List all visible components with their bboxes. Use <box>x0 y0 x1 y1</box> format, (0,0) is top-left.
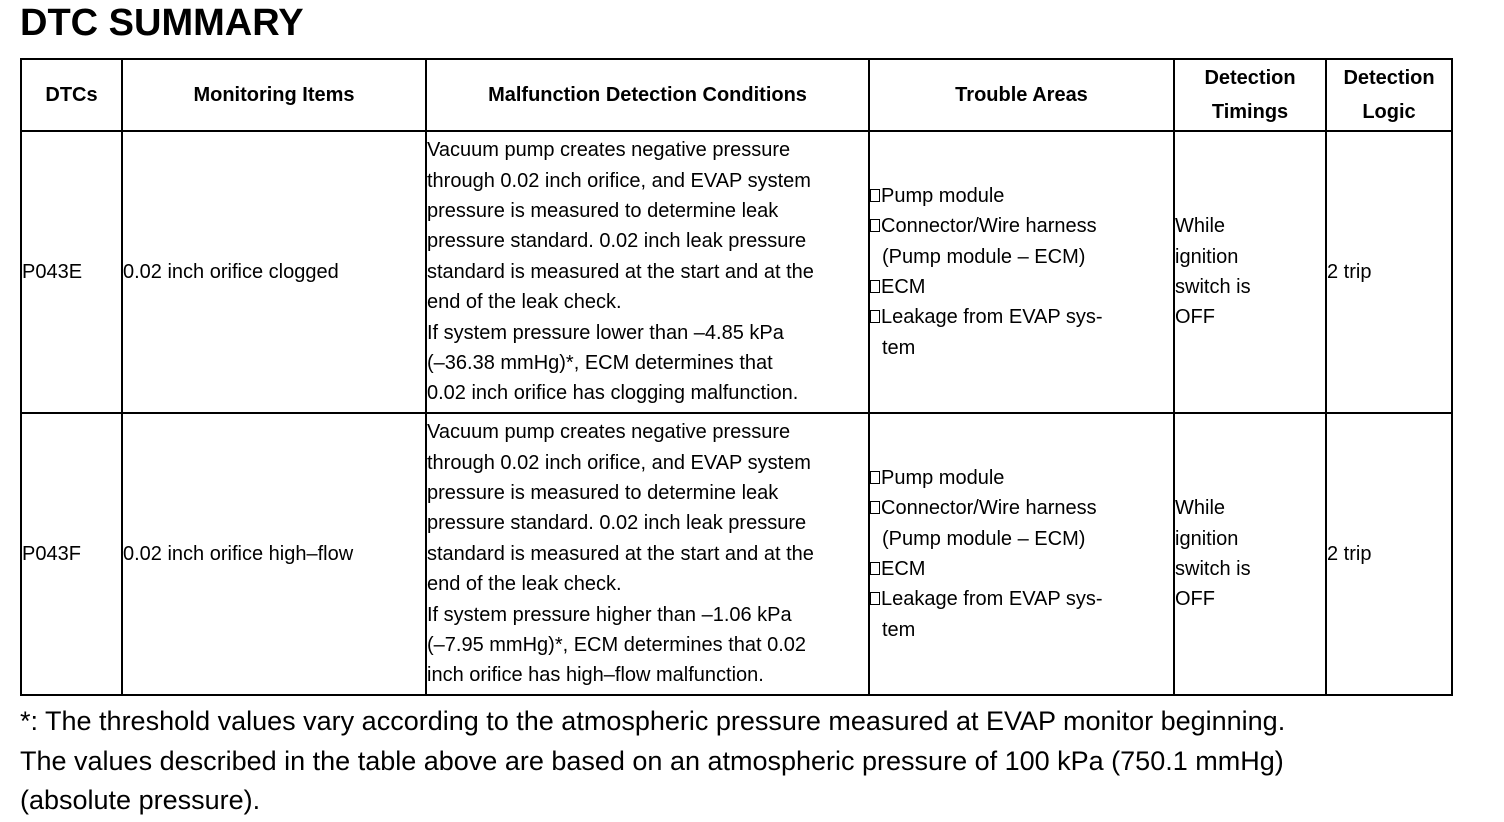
header-conditions: Malfunction Detection Conditions <box>426 59 869 131</box>
trouble-area-label: ECM <box>881 558 926 580</box>
footnote-line: The values described in the table above are based on an atmospheric pressure of 100 kPa (750.1 mmHg) <box>20 745 1284 776</box>
trouble-area-continuation: (Pump module – ECM) <box>882 527 1086 550</box>
header-timings-line-1: Detection <box>1204 67 1296 89</box>
checkbox-icon <box>870 471 880 484</box>
timing-line: While <box>1175 215 1226 238</box>
trouble-area-label: ECM <box>881 276 926 298</box>
footnote-line: (absolute pressure). <box>20 785 261 815</box>
table-header-row <box>21 59 1452 131</box>
checkbox-icon <box>870 562 880 575</box>
trouble-area-label: Connector/Wire harness <box>881 215 1097 238</box>
detection-conditions <box>426 413 869 695</box>
timing-line: OFF <box>1175 588 1215 611</box>
trouble-area-continuation: tem <box>882 618 916 641</box>
condition-line: standard is measured at the start and at the <box>427 542 814 565</box>
condition-line: through 0.02 inch orifice, and EVAP system <box>427 451 811 474</box>
condition-line: end of the leak check. <box>427 291 622 314</box>
trouble-area-item <box>870 181 1173 211</box>
trouble-area-item <box>870 584 1173 614</box>
detection-logic: 2 trip <box>1326 413 1452 695</box>
trouble-areas <box>869 413 1174 695</box>
trouble-area-item <box>870 211 1173 241</box>
condition-line: pressure is measured to determine leak <box>427 199 779 222</box>
monitoring-item: 0.02 inch orifice high–flow <box>122 413 426 695</box>
page-title: DTC SUMMARY <box>20 2 304 44</box>
condition-line: pressure is measured to determine leak <box>427 481 779 504</box>
trouble-area-item <box>870 302 1173 332</box>
condition-line: pressure standard. 0.02 inch leak pressure <box>427 230 807 253</box>
trouble-area-label: Leakage from EVAP sys- <box>881 306 1103 329</box>
timing-line: ignition <box>1175 245 1239 268</box>
checkbox-icon <box>870 189 880 202</box>
timing-line: OFF <box>1175 306 1215 329</box>
condition-line: through 0.02 inch orifice, and EVAP system <box>427 169 811 192</box>
trouble-area-item <box>870 493 1173 523</box>
dtc-summary-table <box>20 58 1453 696</box>
footnote <box>20 702 1490 821</box>
condition-line: inch orifice has high–flow malfunction. <box>427 664 764 687</box>
trouble-area-label: Pump module <box>881 466 1005 489</box>
trouble-area-label: Connector/Wire harness <box>881 497 1097 520</box>
timing-line: switch is <box>1175 558 1251 580</box>
trouble-area-continuation: tem <box>882 336 916 359</box>
header-trouble-areas: Trouble Areas <box>869 59 1174 131</box>
condition-line: pressure standard. 0.02 inch leak pressure <box>427 512 807 535</box>
checkbox-icon <box>870 280 880 293</box>
monitoring-item: 0.02 inch orifice clogged <box>122 131 426 413</box>
condition-line: 0.02 inch orifice has clogging malfunction. <box>427 382 799 405</box>
timing-line: ignition <box>1175 527 1239 550</box>
trouble-area-label: Pump module <box>881 184 1005 207</box>
condition-line: If system pressure higher than –1.06 kPa <box>427 603 792 626</box>
header-timings-line-2: Timings <box>1211 101 1289 123</box>
dtc-code: P043F <box>21 413 122 695</box>
header-monitoring-items: Monitoring Items <box>122 59 426 131</box>
checkbox-icon <box>870 310 880 323</box>
header-dtcs: DTCs <box>21 59 122 131</box>
detection-logic: 2 trip <box>1326 131 1452 413</box>
trouble-area-item <box>870 463 1173 493</box>
header-detection-timings <box>1174 59 1326 131</box>
detection-conditions <box>426 131 869 413</box>
header-logic-line-2: Logic <box>1362 101 1416 123</box>
dtc-code: P043E <box>21 131 122 413</box>
trouble-area-item <box>870 554 1173 584</box>
trouble-area-continuation: (Pump module – ECM) <box>882 245 1086 268</box>
condition-line: (–36.38 mmHg)*, ECM determines that <box>427 352 773 375</box>
table-row <box>21 131 1452 413</box>
trouble-areas <box>869 131 1174 413</box>
checkbox-icon <box>870 592 880 605</box>
condition-line: (–7.95 mmHg)*, ECM determines that 0.02 <box>427 634 807 657</box>
header-detection-logic <box>1326 59 1452 131</box>
detection-timing <box>1174 413 1326 695</box>
condition-line: Vacuum pump creates negative pressure <box>427 139 791 162</box>
header-logic-line-1: Detection <box>1343 67 1435 89</box>
trouble-area-label: Leakage from EVAP sys- <box>881 588 1103 611</box>
condition-line: Vacuum pump creates negative pressure <box>427 421 791 444</box>
detection-timing <box>1174 131 1326 413</box>
footnote-line: *: The threshold values vary according to the atmospheric pressure measured at EVAP monitor beginning. <box>20 706 1286 736</box>
timing-line: While <box>1175 497 1226 520</box>
table-row <box>21 413 1452 695</box>
condition-line: If system pressure lower than –4.85 kPa <box>427 321 784 344</box>
condition-line: end of the leak check. <box>427 573 622 596</box>
trouble-area-item <box>870 272 1173 302</box>
condition-line: standard is measured at the start and at the <box>427 260 814 283</box>
timing-line: switch is <box>1175 276 1251 298</box>
checkbox-icon <box>870 501 880 514</box>
checkbox-icon <box>870 219 880 232</box>
